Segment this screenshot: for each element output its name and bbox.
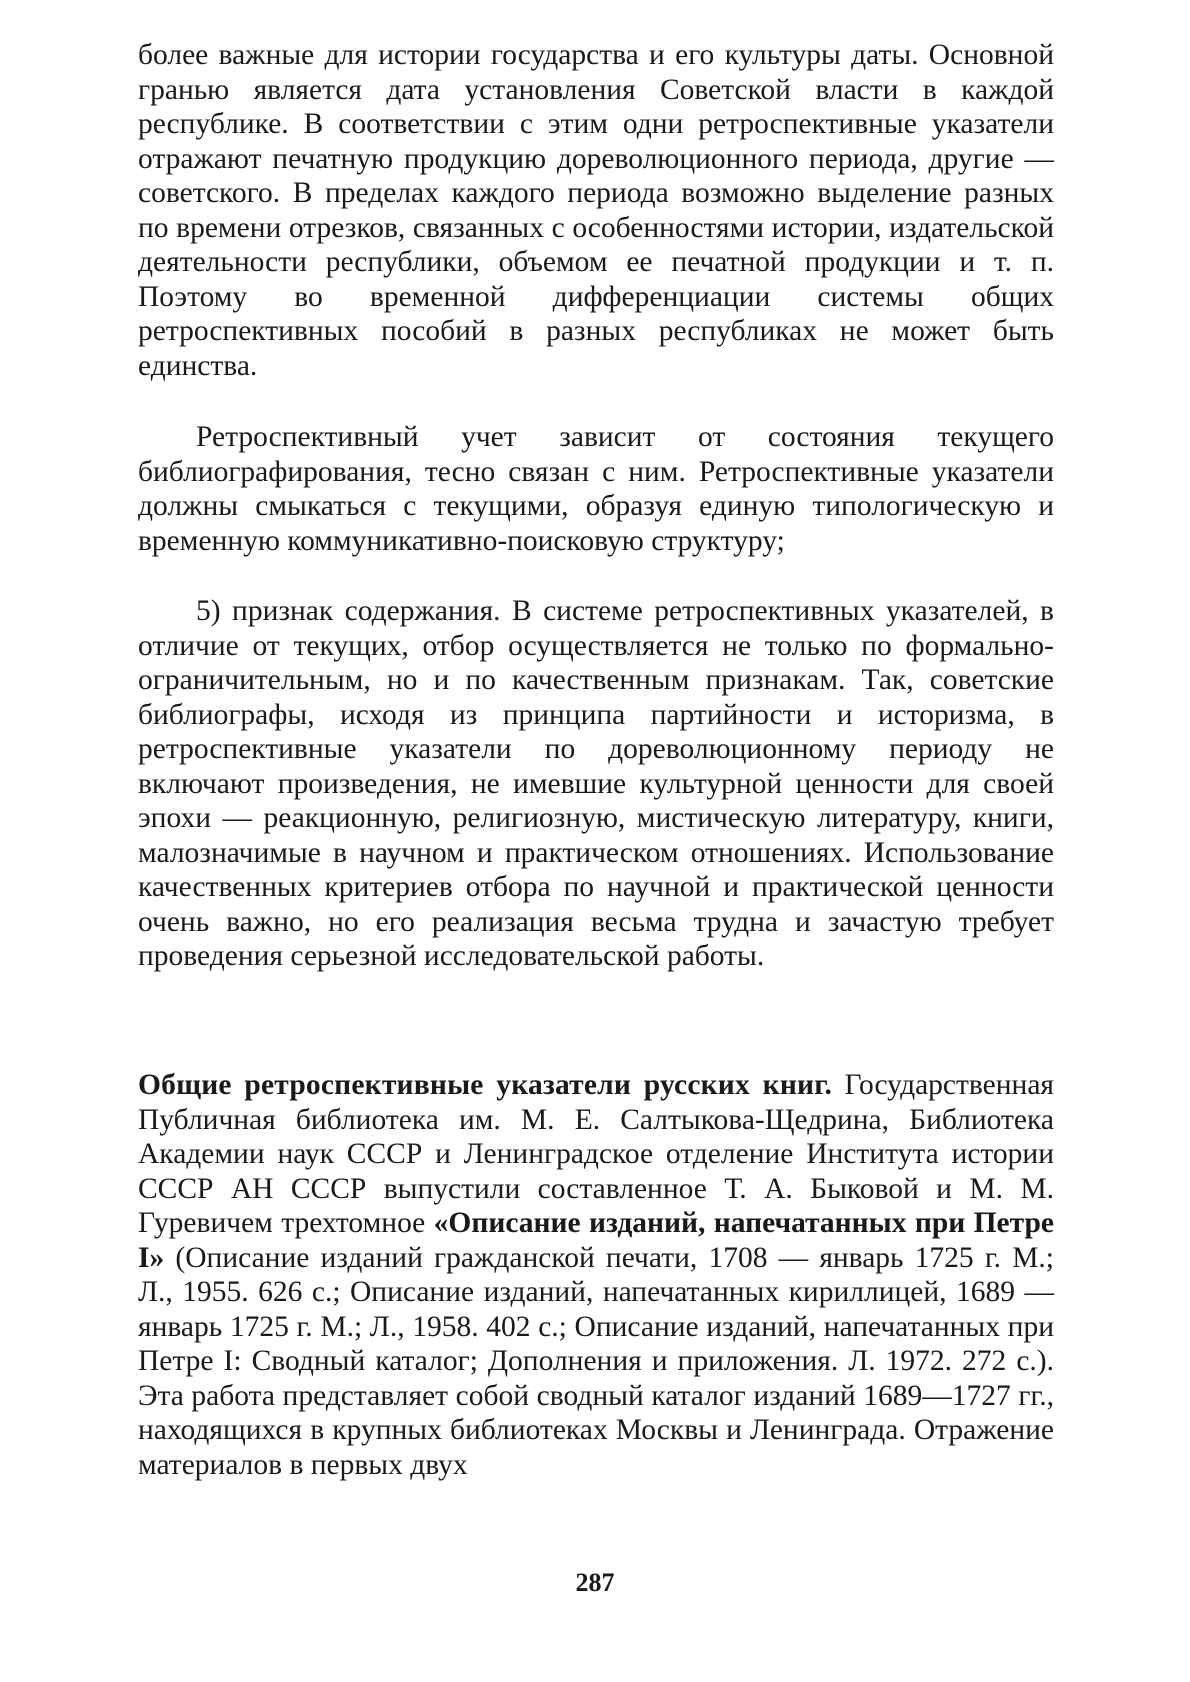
section-publication-title: «Описание изданий, напечатанных при Петре I» <box>138 1207 1054 1274</box>
paragraph-intro <box>138 38 1054 383</box>
section-text-before-title: Государственная Публичная библиотека им. М. Е. Салтыкова-Щедрина, Библиотека Академии наук СССР и Ленинградское отделение Института истории СССР АН СССР выпустили составленное Т. А. Быковой и М. М. Гуревичем трехтомное <box>138 1069 1055 1239</box>
section-general-indexes <box>138 1068 1054 1482</box>
page-number: 287 <box>575 1568 615 1597</box>
section-general-indexes-paragraph <box>138 1068 1054 1482</box>
section-heading: Общие ретроспективные указатели русских книг. <box>138 1069 833 1101</box>
paragraph-content-criterion-text: 5) признак содержания. В системе ретроспективных указателей, в отличие от текущих, отбор осуществляется не только по формально-ограничительным, но и по качественным признакам. Так, советские библиографы, исходя из принципа партийности и историзма, в ретроспективные указатели по дореволюционному периоду не включают произведения, не имевшие культурной ценности для своей эпохи — реакционную, религиозную, мистическую литературу, книги, малозначимые в научном и практическом отношениях. Использование качественных критериев отбора по научной и практической ценности очень важно, но его реализация весьма трудна и зачастую требует проведения серьезной исследовательской работы. <box>138 595 1054 972</box>
section-text-after-title: (Описание изданий гражданской печати, 1708 — январь 1725 г. М.; Л., 1955. 626 с.; Описание изданий, напечатанных кириллицей, 1689 — январь 1725 г. М.; Л., 1958. 402 с.; Описание изданий, напечатанных при Петре I: Сводный каталог; Дополнения и приложения. Л. 1972. 272 с.). Эта работа представляет собой сводный каталог изданий 1689—1727 гг., находящихся в крупных библиотеках Москвы и Ленинграда. Отражение материалов в первых двух <box>138 1241 1054 1481</box>
paragraph-intro-text: более важные для истории государства и его культуры даты. Основной гранью является дата установления Советской власти в каждой республике. В соответствии с этим одни ретроспективные указатели отражают печатную продукцию дореволюционного периода, другие — советского. В пределах каждого периода возможно выделение разных по времени отрезков, связанных с особенностями истории, издательской деятельности республики, объемом ее печатной продукции и т. п. Поэтому во временной дифференциации системы общих ретроспективных пособий в разных республиках не может быть единства. <box>138 39 1054 382</box>
paragraph-content-criterion <box>138 594 1054 974</box>
paragraph-retrospective <box>138 420 1054 558</box>
paragraph-retrospective-text: Ретроспективный учет зависит от состояния текущего библиографирования, тесно связан с ним. Ретроспективные указатели должны смыкаться с текущими, образуя единую типологическую и временную коммуникативно-поисковую структуру; <box>138 421 1054 557</box>
